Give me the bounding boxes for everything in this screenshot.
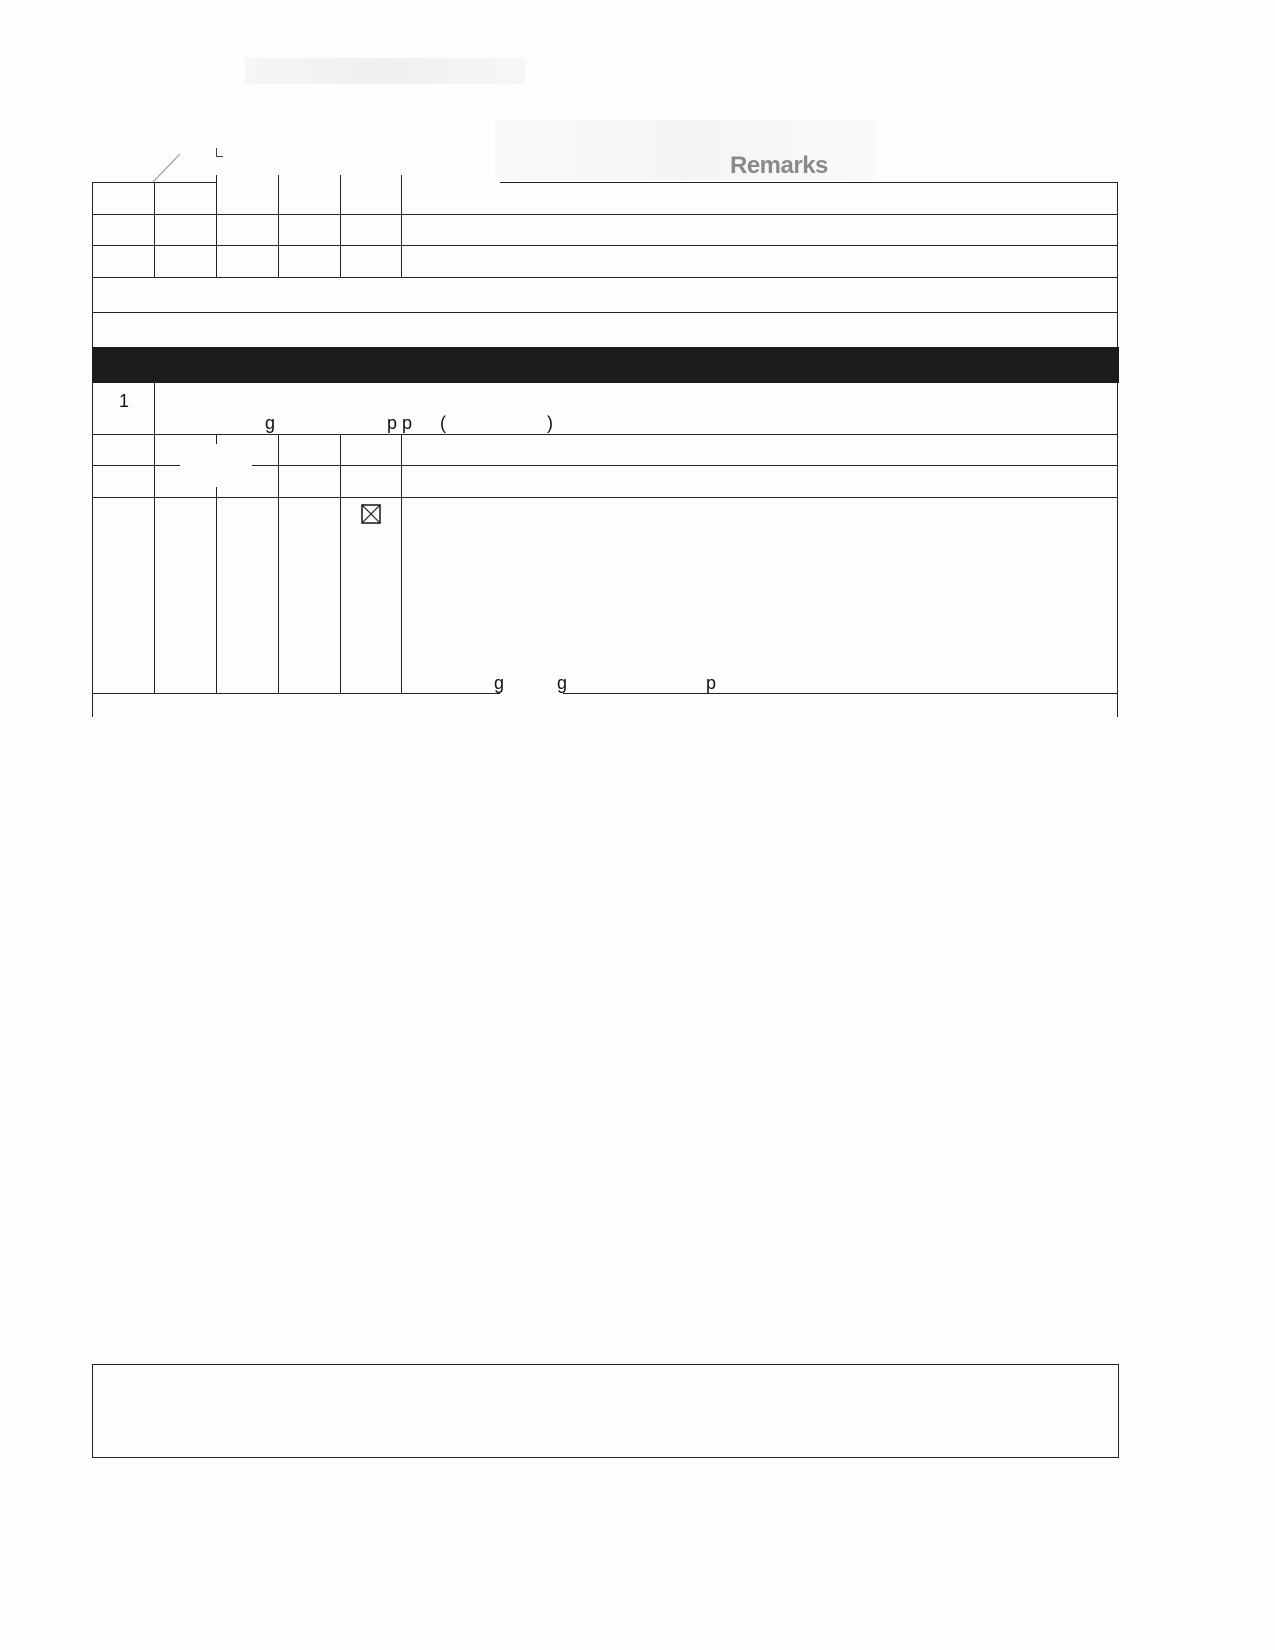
corner-tick [216,148,223,157]
row-fragment: ) [547,413,553,433]
row-fragment: g [265,413,276,433]
diagonal-slash-icon [150,150,185,185]
checkbox-checked-icon[interactable] [361,504,381,524]
row-fragment: p p [387,413,413,433]
remark-fragment: g [494,673,505,693]
remark-fragment: g [557,673,568,693]
item-number: 1 [119,391,130,411]
footer-box [92,1364,1119,1458]
faded-header-text [245,58,525,84]
remarks-header: Remarks [730,152,828,179]
remark-fragment: p [706,673,717,693]
section-header-bar [92,347,1119,383]
row-fragment: ( [440,413,446,433]
